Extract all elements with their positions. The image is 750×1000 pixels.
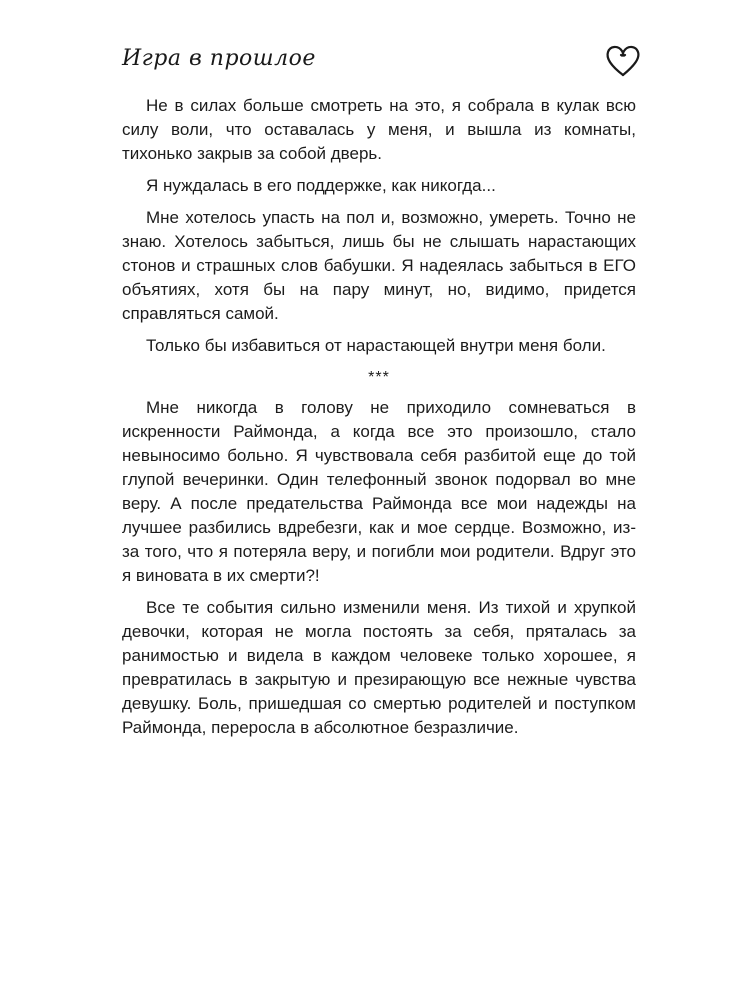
paragraph-4: Только бы избавиться от нарастающей внутри меня боли. [146,336,606,355]
section-separator: *** [368,369,390,386]
running-title: Игра в прошлое [122,46,316,71]
heart-icon [604,44,642,78]
text-body [122,94,636,748]
paragraph-1: Не в силах больше смотреть на это, я собрала в кулак всю силу воли, что оставалась у меня, и вышла из комнаты, тихонько закрыв за собой дверь. [122,96,636,163]
paragraph-5: Мне никогда в голову не приходило сомневаться в искренности Раймонда, а когда все это произошло, стало невыносимо больно. Я чувствовала себя разбитой еще до той глупой вечеринки. Один телефонный звонок подорвал во мне веру. А после предательства Раймонда все мои надежды на лучшее разбились вдребезги, как и мое сердце. Возможно, из-за того, что я потеряла веру, и погибли мои родители. Вдруг это я виновата в их смерти?! [122,398,636,585]
page-header [122,44,642,84]
paragraph-6: Все те события сильно изменили меня. Из тихой и хрупкой девочки, которая не могла постоять за себя, пряталась за ранимостью и видела в каждом человеке только хорошее, я превратилась в закрытую и презирающую все нежные чувства девушку. Боль, пришедшая со смертью родителей и поступком Раймонда, переросла в абсолютное безразличие. [122,598,636,737]
paragraph-3: Мне хотелось упасть на пол и, возможно, умереть. Точно не знаю. Хотелось забыться, лишь бы не слышать нарастающих стонов и страшных слов бабушки. Я надеялась забыться в ЕГО объятиях, хотя бы на пару минут, но, видимо, придется справляться самой. [122,208,636,323]
paragraph-2: Я нуждалась в его поддержке, как никогда... [146,176,496,195]
